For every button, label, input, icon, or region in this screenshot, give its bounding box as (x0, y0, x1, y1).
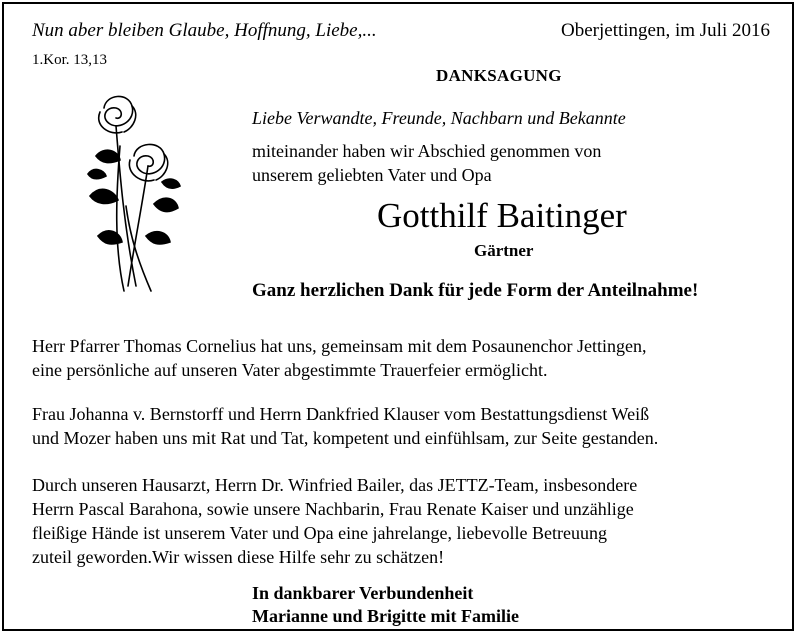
intro-line: miteinander haben wir Abschied genommen von (252, 141, 602, 161)
quote-reference: 1.Kor. 13,13 (32, 52, 107, 68)
paragraph-line: fleißige Hände ist unserem Vater und Opa eine jahrelange, liebevolle Betreuung (32, 523, 607, 543)
paragraph (32, 473, 637, 569)
signature: Marianne und Brigitte mit Familie (252, 606, 519, 626)
intro-line: unserem geliebten Vater und Opa (252, 165, 492, 185)
paragraph-line: und Mozer haben uns mit Rat und Tat, kompetent und einfühlsam, zur Seite gestanden. (32, 428, 659, 448)
place-date: Oberjettingen, im Juli 2016 (561, 20, 770, 41)
page-title: DANKSAGUNG (436, 66, 562, 85)
paragraph-line: Durch unseren Hausarzt, Herrn Dr. Winfried Bailer, das JETTZ-Team, insbesondere (32, 475, 638, 495)
salutation: Liebe Verwandte, Freunde, Nachbarn und Bekannte (252, 108, 626, 128)
paragraph-line: eine persönliche auf unseren Vater abgestimmte Trauerfeier ermöglicht. (32, 360, 548, 380)
paragraph-line: Herrn Pascal Barahona, sowie unsere Nachbarin, Frau Renate Kaiser und unzählige (32, 499, 634, 519)
paragraph-line: Frau Johanna v. Bernstorff und Herrn Dankfried Klauser vom Bestattungsdienst Weiß (32, 404, 650, 424)
paragraph (32, 402, 658, 450)
paragraph-line: zuteil geworden.Wir wissen diese Hilfe sehr zu schätzen! (32, 547, 445, 567)
paragraph-line: Herr Pfarrer Thomas Cornelius hat uns, gemeinsam mit dem Posaunenchor Jettingen, (32, 336, 647, 356)
paragraph (32, 334, 647, 382)
bible-quote: Nun aber bleiben Glaube, Hoffnung, Liebe,... (32, 20, 377, 41)
deceased-profession: Gärtner (474, 241, 534, 260)
closing-line: In dankbarer Verbundenheit (252, 583, 474, 603)
rose-icon (76, 86, 186, 301)
deceased-name: Gotthilf Baitinger (377, 196, 627, 235)
thanks-line: Ganz herzlichen Dank für jede Form der Anteilnahme! (252, 280, 699, 301)
obituary-notice (2, 2, 794, 631)
